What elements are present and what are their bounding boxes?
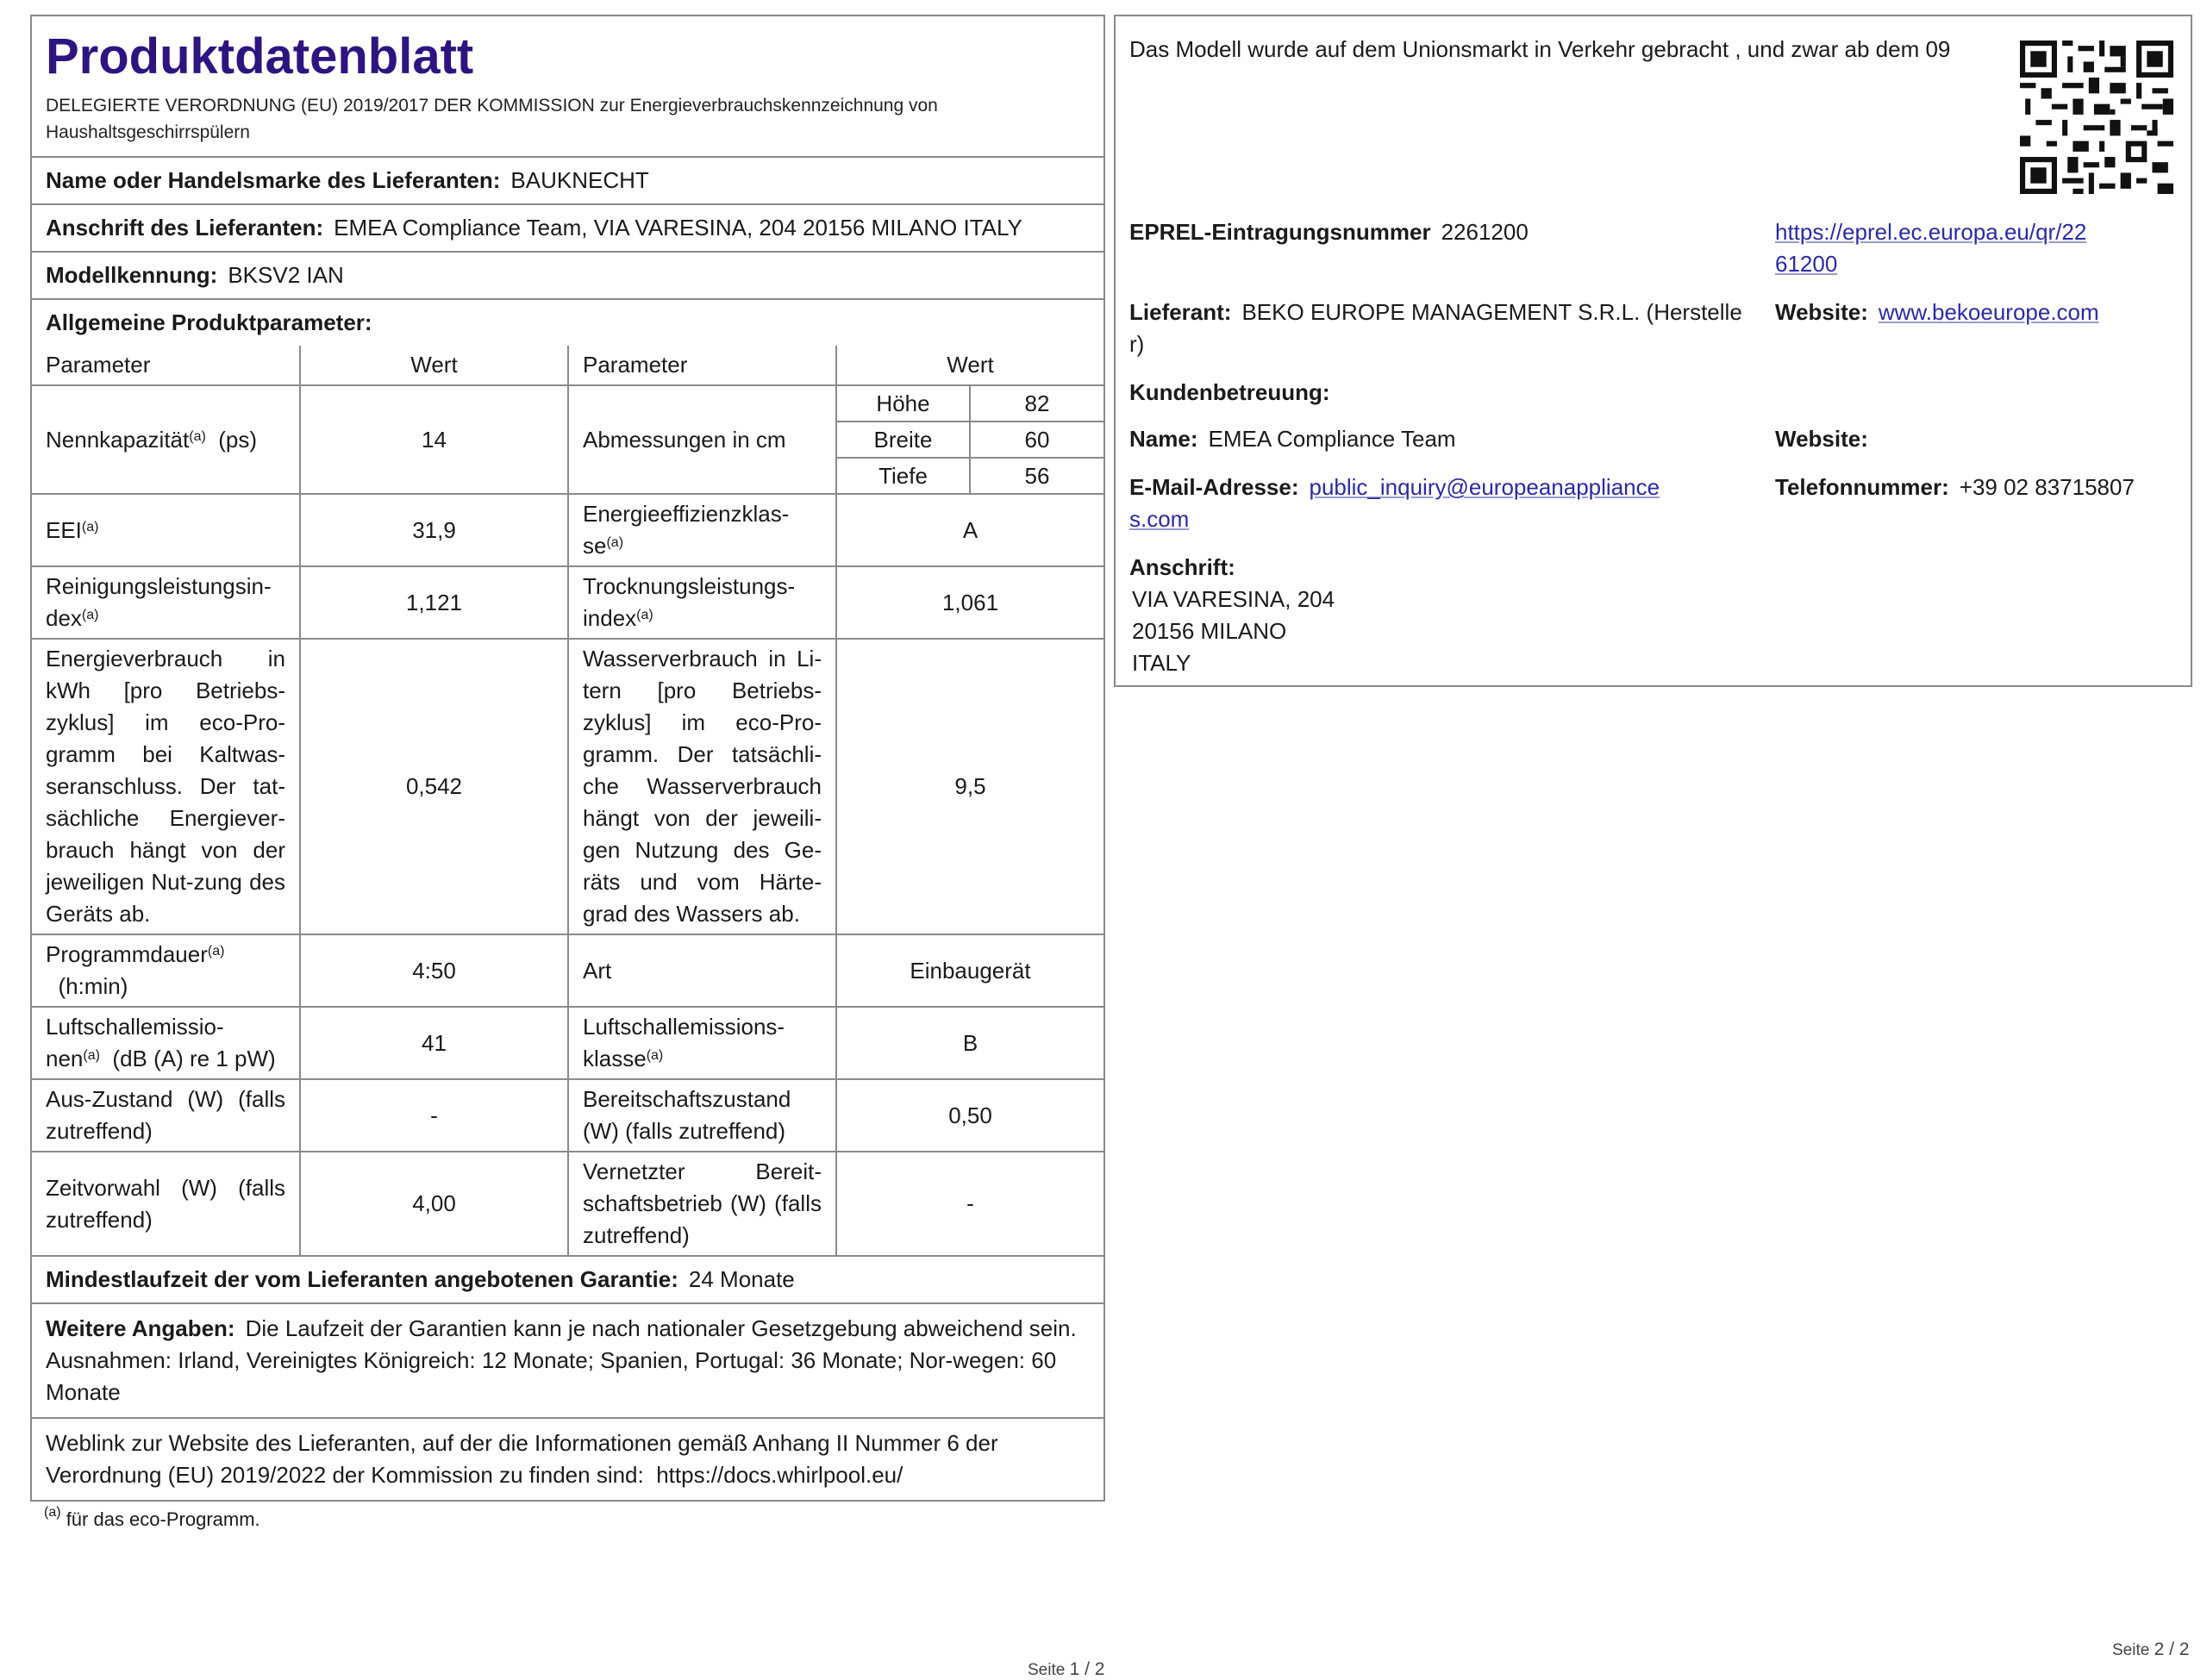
supplier-row	[32, 158, 1104, 205]
contact-website	[1775, 423, 1868, 455]
additional-info-row	[32, 1304, 1104, 1419]
address-line-1: VIA VARESINA, 204	[1132, 586, 1335, 612]
page-title: Produktdatenblatt	[46, 28, 474, 84]
energy-class-label: Energieeffizienzklas-$se^{(a)}$	[568, 494, 836, 566]
energy-consumption-label: Energieverbrauch in kWh [pro Betriebs-zyklus] im eco-Pro-gramm bei Kaltwas-seranschluss. Der tat-sächliche Energiever-brauch hängt von der jeweiligen Nut-zung des Geräts ab.	[32, 639, 300, 934]
header-value-2: Wert	[836, 346, 1104, 385]
delay-start-label: Zeitvorwahl (W) (falls zutreffend)	[32, 1152, 300, 1256]
product-datasheet	[30, 15, 1105, 1531]
depth-value: 56	[970, 458, 1104, 494]
website-label: Website:	[1775, 299, 1868, 325]
table-row	[32, 494, 1104, 566]
address-line-2: 20156 MILANO	[1132, 618, 1287, 644]
weblink-text: Weblink zur Website des Lieferanten, auf der die Informationen gemäß Anhang II Nummer 6 der Verordnung (EU) 2019/2022 der Kommission zu finden sind:	[46, 1430, 998, 1488]
address-line-3: ITALY	[1132, 650, 1191, 676]
standby-label: Bereitschaftszustand (W) (falls zutreffend)	[568, 1079, 836, 1152]
energy-consumption-value: 0,542	[300, 639, 568, 934]
eprel-info-box	[1114, 15, 2192, 687]
address-label: Anschrift des Lieferanten:	[46, 215, 324, 240]
warranty-value: 24 Monate	[688, 1266, 795, 1292]
email-link-line-2[interactable]: s.com	[1129, 506, 1190, 532]
page-number-left: Seite 1 / 2	[1028, 1659, 1105, 1679]
footnote-sup: (a)	[44, 1505, 61, 1520]
program-duration-value: 4:50	[300, 934, 568, 1007]
type-value: Einbaugerät	[836, 934, 1104, 1007]
eei-label: EEI$^{(a)}$	[32, 494, 300, 566]
capacity-value: 14	[300, 385, 568, 494]
address-row	[32, 205, 1104, 253]
noise-value: 41	[300, 1007, 568, 1079]
qr-code-icon	[2020, 41, 2173, 194]
cleaning-index-value: 1,121	[300, 566, 568, 639]
header-row	[32, 16, 1104, 158]
header-param-2: Parameter	[568, 346, 836, 385]
header-value-1: Wert	[300, 346, 568, 385]
model-row	[32, 253, 1104, 300]
dimensions-label: Abmessungen in cm	[568, 385, 836, 494]
general-params-row	[32, 300, 1104, 346]
customer-service-label: Kundenbetreuung:	[1129, 379, 1330, 405]
website-link[interactable]: www.bekoeurope.com	[1878, 299, 2099, 325]
address-value: EMEA Compliance Team, VIA VARESINA, 204 20156 MILANO ITALY	[334, 215, 1022, 240]
eprel-url-line-1[interactable]: https://eprel.ec.europa.eu/qr/22	[1775, 219, 2087, 245]
table-row	[32, 385, 1104, 422]
contact-name	[1129, 423, 1456, 455]
depth-label: Tiefe	[836, 458, 970, 494]
program-duration-label: Programmdauer$^{(a)}$ (h:min)	[32, 934, 300, 1007]
model-value: BKSV2 IAN	[228, 262, 344, 288]
phone-value: +39 02 83715807	[1959, 474, 2135, 500]
supplier-block	[1129, 297, 1742, 360]
eprel-registration	[1129, 216, 1529, 248]
email-link-line-1[interactable]: public_inquiry@europeanappliance	[1309, 474, 1660, 500]
datasheet-box	[30, 15, 1105, 1502]
eei-value: 31,9	[300, 494, 568, 566]
delay-start-value: 4,00	[300, 1152, 568, 1256]
water-consumption-label: Wasserverbrauch in Li-tern [pro Betriebs-zyklus] im eco-Pro-gramm. Der tatsächli-che Wasserverbrauch hängt von der jeweili-gen Nutzung des Ge-räts und vom Härte-grad des Wassers ab.	[568, 639, 836, 934]
noise-class-label: Luftschallemissions-klasse$^{(a)}$	[568, 1007, 836, 1079]
width-label: Breite	[836, 422, 970, 458]
website-block	[1775, 297, 2099, 328]
supplier-label: Name oder Handelsmarke des Lieferanten:	[46, 167, 501, 193]
footnote-text: für das eco-Programm.	[66, 1508, 260, 1530]
noise-label: Luftschallemissio-nen$^{(a)}$ (dB (A) re 1 pW)	[32, 1007, 300, 1079]
type-label: Art	[568, 934, 836, 1007]
eprel-url-line-2[interactable]: 61200	[1775, 251, 1838, 277]
warranty-row	[32, 1257, 1104, 1304]
width-value: 60	[970, 422, 1104, 458]
regulation-subtitle: DELEGIERTE VERORDNUNG (EU) 2019/2017 DER KOMMISSION zur Energieverbrauchskennzeichnung von Haushaltsgeschirrspülern	[46, 96, 938, 142]
lieferant-value-line-2: r)	[1129, 331, 1145, 357]
eprel-value: 2261200	[1441, 219, 1529, 245]
height-label: Höhe	[836, 385, 970, 422]
general-params-label: Allgemeine Produktparameter:	[46, 309, 372, 335]
market-date-text: Das Modell wurde auf dem Unionsmarkt in Verkehr gebracht , und zwar ab dem 09	[1129, 36, 1951, 62]
page-number-right: Seite 2 / 2	[2112, 1639, 2190, 1659]
drying-index-label: Trocknungsleistungs-index$^{(a)}$	[568, 566, 836, 639]
cleaning-index-label: Reinigungsleistungsin-dex$^{(a)}$	[32, 566, 300, 639]
lieferant-value-line-1: BEKO EUROPE MANAGEMENT S.R.L. (Herstelle	[1241, 299, 1742, 325]
table-row	[32, 1152, 1104, 1256]
additional-info-label: Weitere Angaben:	[46, 1315, 235, 1341]
table-row	[32, 1079, 1104, 1152]
table-row	[32, 1007, 1104, 1079]
weblink-row	[32, 1419, 1104, 1502]
contact-address	[1129, 552, 1335, 679]
standby-value: 0,50	[836, 1079, 1104, 1152]
table-row	[32, 639, 1104, 934]
email-label: E-Mail-Adresse:	[1129, 474, 1299, 500]
water-consumption-value: 9,5	[836, 639, 1104, 934]
drying-index-value: 1,061	[836, 566, 1104, 639]
address-label-right: Anschrift:	[1129, 554, 1235, 580]
energy-class-value: A	[836, 494, 1104, 566]
off-mode-label: Aus-Zustand (W) (falls zutreffend)	[32, 1079, 300, 1152]
contact-email	[1129, 472, 1660, 535]
table-row	[32, 566, 1104, 639]
lieferant-label: Lieferant:	[1129, 299, 1232, 325]
parameters-table	[32, 346, 1104, 1257]
height-value: 82	[970, 385, 1104, 422]
eprel-link[interactable]	[1775, 216, 2086, 280]
networked-standby-label: Vernetzter Bereit-schaftsbetrieb (W) (falls zutreffend)	[568, 1152, 836, 1256]
noise-class-value: B	[836, 1007, 1104, 1079]
supplier-value: BAUKNECHT	[510, 167, 649, 193]
model-label: Modellkennung:	[46, 262, 218, 288]
table-header-row	[32, 346, 1104, 385]
off-mode-value: -	[300, 1079, 568, 1152]
table-row	[32, 934, 1104, 1007]
warranty-label: Mindestlaufzeit der vom Lieferanten angebotenen Garantie:	[46, 1266, 678, 1292]
contact-phone	[1775, 472, 2135, 503]
header-param-1: Parameter	[32, 346, 300, 385]
website2-label: Website:	[1775, 426, 1868, 452]
name-value: EMEA Compliance Team	[1208, 426, 1456, 452]
eprel-label: EPREL-Eintragungsnummer	[1129, 219, 1431, 245]
weblink-url[interactable]: https://docs.whirlpool.eu/	[656, 1462, 903, 1488]
additional-info-value: Die Laufzeit der Garantien kann je nach nationaler Gesetzgebung abweichend sein. Ausnahmen: Irland, Vereinigtes Königreich: 12 Monate; Spanien, Portugal: 36 Monate; Nor-wegen: 60 Monate	[46, 1315, 1077, 1405]
phone-label: Telefonnummer:	[1775, 474, 1949, 500]
name-label: Name:	[1129, 426, 1198, 452]
networked-standby-value: -	[836, 1152, 1104, 1256]
capacity-label: Nennkapazität$^{(a)}$ (ps)	[32, 385, 300, 494]
footnote	[44, 1505, 1105, 1531]
